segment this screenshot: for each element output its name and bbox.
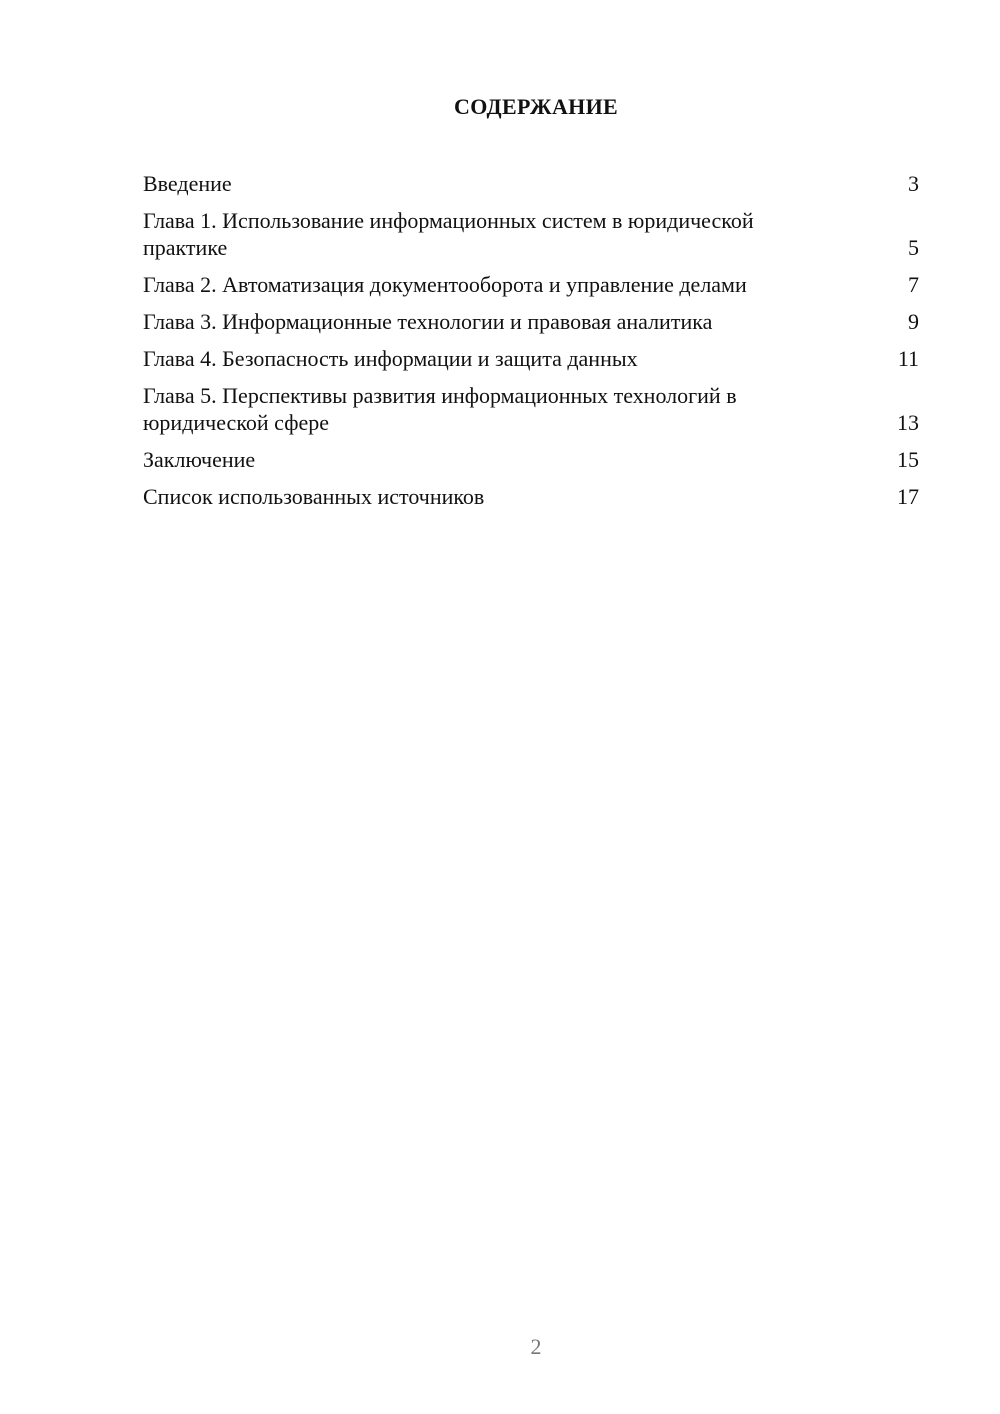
- toc-entry-introduction: [143, 170, 919, 197]
- toc-entry-text: Глава 5. Перспективы развития информационных технологий в юридической сфере: [143, 383, 737, 435]
- toc-entry-conclusion: [143, 446, 919, 473]
- toc-entry-text: Глава 1. Использование информационных систем в юридической практике: [143, 208, 754, 260]
- toc-entry-page: 15: [897, 447, 919, 472]
- toc-entry-page: 17: [897, 484, 919, 509]
- toc-title: СОДЕРЖАНИЕ: [454, 94, 618, 119]
- toc-entry-text: Заключение: [143, 447, 256, 472]
- toc-entry-text: Глава 3. Информационные технологии и правовая аналитика: [143, 309, 713, 334]
- toc-entry-chapter-4: [143, 345, 919, 372]
- toc-entry-page: 5: [908, 235, 919, 260]
- toc-entry-page: 3: [908, 171, 919, 196]
- toc-entry-text: Список использованных источников: [143, 484, 485, 509]
- toc-entry-chapter-3: [143, 308, 919, 335]
- toc-entry-text: Введение: [143, 171, 232, 196]
- toc-entry-page: 7: [908, 272, 919, 297]
- toc-entry-chapter-1: [143, 207, 919, 261]
- toc-entry-page: 9: [908, 309, 919, 334]
- table-of-contents: [143, 170, 919, 520]
- toc-entry-text: Глава 2. Автоматизация документооборота и управление делами: [143, 272, 747, 297]
- toc-entry-chapter-2: [143, 271, 919, 298]
- toc-entry-page: 13: [897, 410, 919, 435]
- toc-entry-text: Глава 4. Безопасность информации и защита данных: [143, 346, 638, 371]
- toc-entry-page: 11: [897, 346, 919, 371]
- toc-entry-chapter-5: [143, 382, 919, 436]
- toc-entry-references: [143, 483, 919, 510]
- page-number: 2: [530, 1334, 542, 1359]
